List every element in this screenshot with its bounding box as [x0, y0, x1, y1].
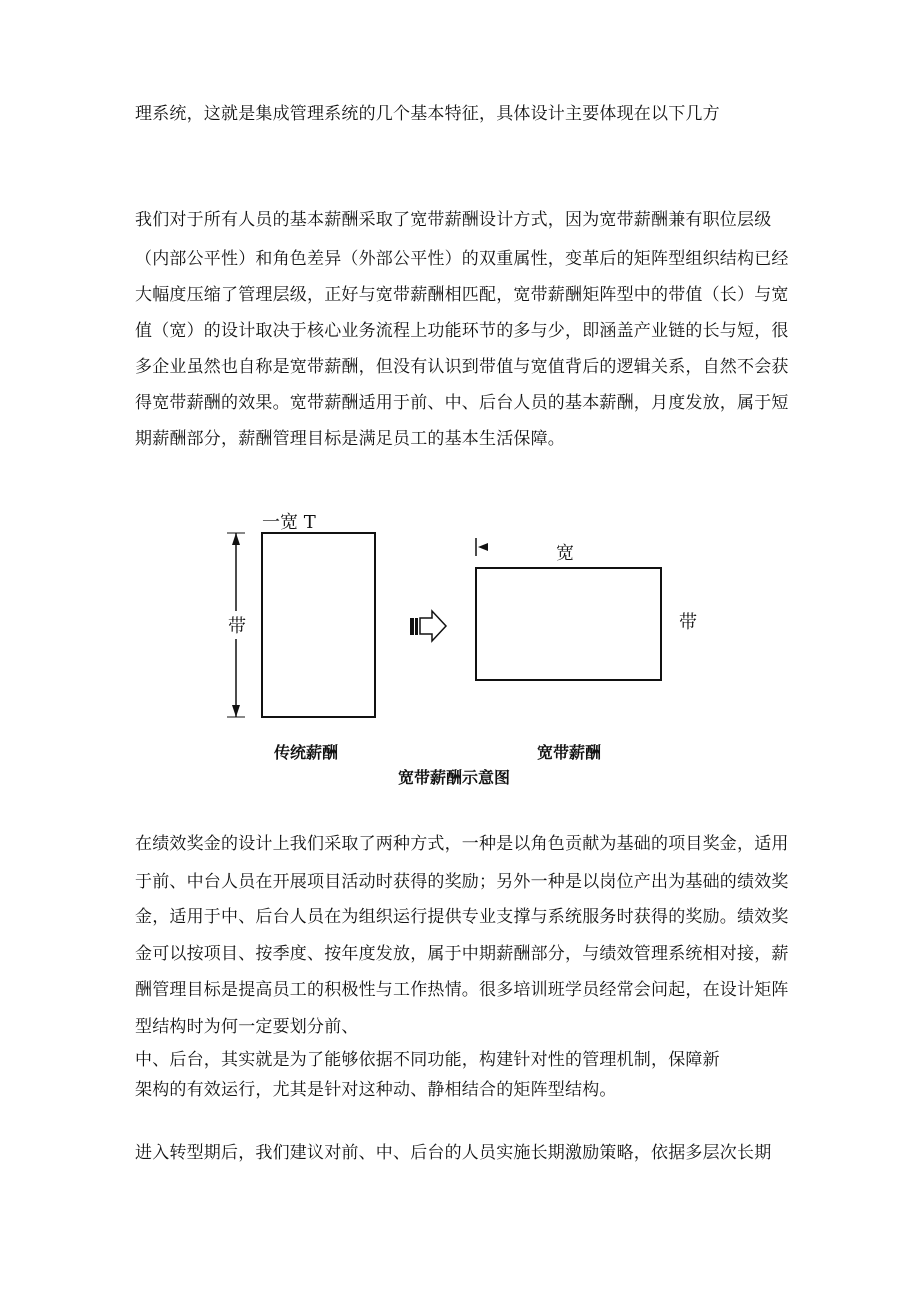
- band-arrow-down-icon: [232, 705, 240, 717]
- figure-title: 宽带薪酬示意图: [398, 768, 511, 787]
- band-arrow-up-icon: [232, 533, 240, 545]
- paragraph3-line-1: 中、后台，其实就是为了能够依据不同功能，构建针对性的管理机制，保障新: [135, 1050, 720, 1070]
- paragraph2-line-3: 金，适用于中、后台人员在为组织运行提供专业支撑与系统服务时获得的奖励。绩效奖: [135, 907, 789, 927]
- paragraph4-line-1: 进入转型期后，我们建议对前、中、后台的人员实施长期激励策略，依据多层次长期: [135, 1143, 772, 1163]
- paragraph1-line-5: 多企业虽然也自称是宽带薪酬，但没有认识到带值与宽值背后的逻辑关系，自然不会获: [135, 357, 789, 377]
- right-caption: 宽带薪酬: [537, 743, 602, 762]
- paragraph2-line-4: 金可以按项目、按季度、按年度发放，属于中期薪酬部分，与绩效管理系统相对接，薪: [135, 944, 789, 964]
- left-top-label: 一宽 T: [262, 512, 316, 533]
- paragraph1-line-3: 大幅度压缩了管理层级，正好与宽带薪酬相匹配，宽带薪酬矩阵型中的带值（长）与宽: [135, 285, 789, 305]
- traditional-salary-box: [262, 533, 375, 717]
- paragraph1-line-6: 得宽带薪酬的效果。宽带薪酬适用于前、中、后台人员的基本薪酬，月度发放，属于短: [135, 393, 789, 413]
- paragraph2-line-2: 于前、中台人员在开展项目活动时获得的奖励；另外一种是以岗位产出为基础的绩效奖: [135, 872, 789, 892]
- intro-line: 理系统，这就是集成管理系统的几个基本特征，具体设计主要体现在以下几方: [135, 104, 720, 124]
- right-top-label: 宽: [556, 543, 574, 564]
- paragraph3-line-2: 架构的有效运行，尤其是针对这种动、静相结合的矩阵型结构。: [135, 1080, 617, 1100]
- broadband-salary-box: [476, 568, 661, 680]
- left-side-label: 带: [228, 611, 246, 639]
- paragraph1-line-1: 我们对于所有人员的基本薪酬采取了宽带薪酬设计方式，因为宽带薪酬兼有职位层级: [135, 210, 772, 230]
- paragraph2-line-1: 在绩效奖金的设计上我们采取了两种方式，一种是以角色贡献为基础的项目奖金，适用: [135, 834, 789, 854]
- left-caption: 传统薪酬: [274, 743, 339, 762]
- width-arrow-icon: [478, 543, 488, 551]
- paragraph1-line-4: 值（宽）的设计取决于核心业务流程上功能环节的多与少，即涵盖产业链的长与短，很: [135, 321, 789, 341]
- right-side-label: 带: [679, 612, 697, 633]
- paragraph1-line-7: 期薪酬部分，薪酬管理目标是满足员工的基本生活保障。: [135, 429, 565, 449]
- paragraph1-line-2: （内部公平性）和角色差异（外部公平性）的双重属性，变革后的矩阵型组织结构已经: [135, 249, 789, 269]
- transform-arrow-icon: [410, 611, 446, 641]
- paragraph2-line-6: 型结构时为何一定要划分前、: [135, 1017, 359, 1037]
- paragraph2-line-5: 酬管理目标是提高员工的积极性与工作热情。很多培训班学员经常会问起，在设计矩阵: [135, 980, 789, 1000]
